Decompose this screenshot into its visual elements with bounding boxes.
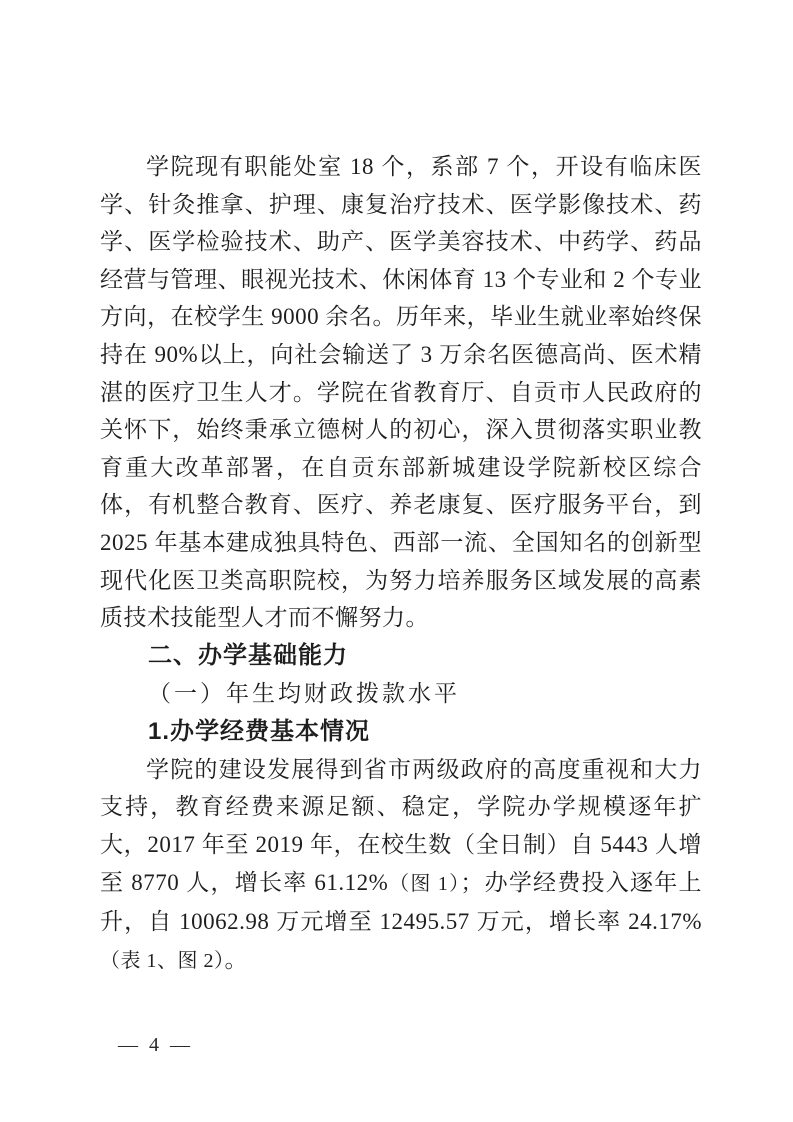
- paragraph-funding-details: [100, 751, 702, 981]
- funding-text-mid: ；办学经费投入逐年上升，自 10062.98 万元增至 12495.57 万元，增长率 24.17%: [100, 869, 703, 935]
- funding-text-intro: 学院的建设发展得到省市两级政府的高度重视和大力支持，教育经费来源足额、稳定，学院办学规模逐年扩大，2017 年至 2019 年，在校生数（全日制）自 5443 人增至 8770 人，增长率 61.12%: [100, 756, 702, 895]
- paragraph-college-overview: 学院现有职能处室 18 个，系部 7 个，开设有临床医学、针灸推拿、护理、康复治疗技术、医学影像技术、药学、医学检验技术、助产、医学美容技术、中药学、药品经营与管理、眼视光技术、休闲体育 13 个专业和 2 个专业方向，在校学生 9000 余名。历年来，毕业生就业率始终保持在 90%以上，向社会输送了 3 万余名医德高尚、医术精湛的医疗卫生人才。学院在省教育厅、自贡市人民政府的关怀下，始终秉承立德树人的初心，深入贯彻落实职业教育重大改革部署，在自贡东部新城建设学院新校区综合体，有机整合教育、医疗、养老康复、医疗服务平台，到 2025 年基本建成独具特色、西部一流、全国知名的创新型现代化医卫类高职院校，为努力培养服务区域发展的高素质技术技能型人才而不懈努力。: [100, 154, 702, 631]
- table-1-figure-2-reference: （表 1、图 2）: [100, 949, 225, 972]
- heading-subsection-per-student-funding: （一）年生均财政拨款水平: [148, 680, 460, 706]
- page-content: [100, 148, 702, 980]
- figure-1-reference: （图 1）: [388, 872, 461, 895]
- heading-section-basic-capacity: 二、办学基础能力: [148, 641, 348, 669]
- funding-text-end: 。: [224, 946, 248, 972]
- page-number: — 4 —: [118, 1034, 193, 1056]
- heading-item-funding-overview: 1.办学经费基本情况: [148, 717, 371, 745]
